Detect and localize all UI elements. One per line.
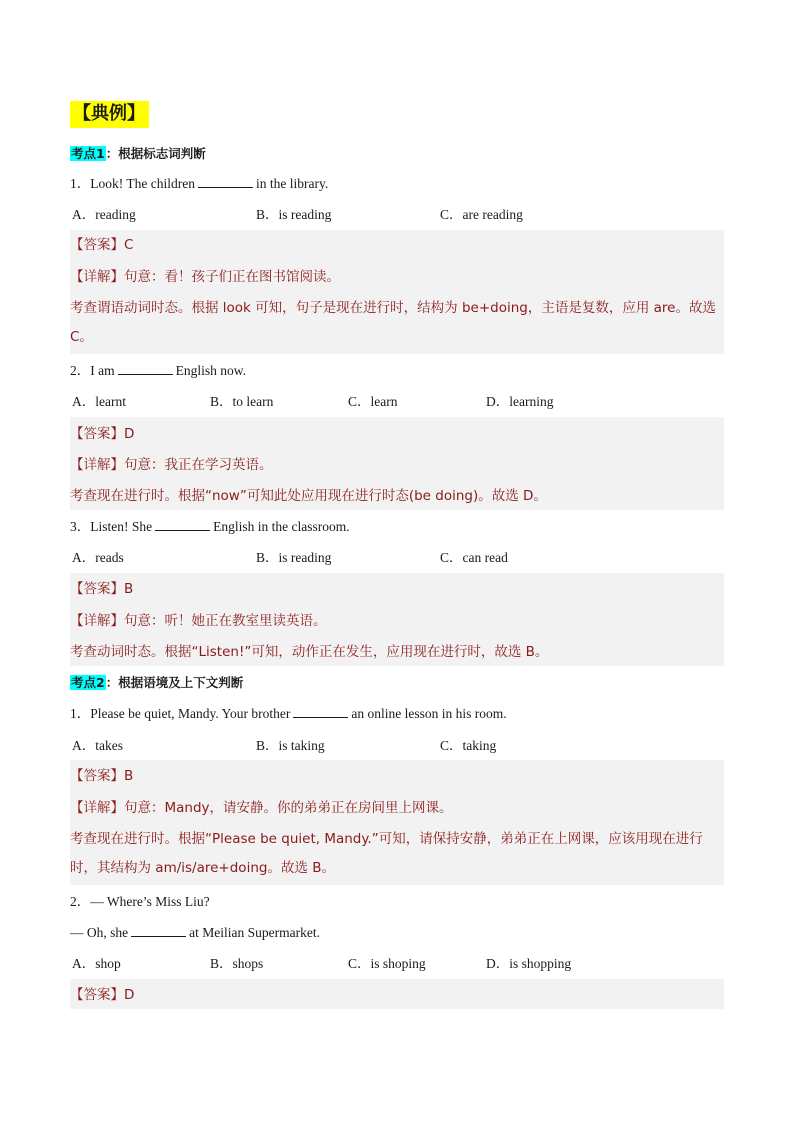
answer-key: 【答案】B: [70, 768, 134, 784]
question-stem: 1．Please be quiet, Mandy. Your brother an online lesson in his room.: [70, 706, 507, 721]
answer-blank: [131, 924, 186, 937]
answer-blank: [198, 175, 253, 188]
question-stem: — Oh, she at Meilian Supermarket.: [70, 925, 320, 940]
question-stem: 2．I am English now.: [70, 363, 246, 378]
answer-explanation: 考查现在进行时。根据“Please be quiet, Mandy.”可知，请保持安静，弟弟正在上网课，应该用现在进行时，其结构为 am/is/are+doing。故选 B。: [70, 831, 703, 876]
option-b: B．to learn: [210, 394, 274, 409]
option-c: C．taking: [440, 738, 497, 753]
section-heading-2: 考点2：根据语境及上下文判断: [71, 675, 244, 690]
option-c: C．learn: [348, 394, 398, 409]
option-a: A．takes: [72, 738, 123, 753]
answer-detail: 【详解】句意：我正在学习英语。: [70, 457, 273, 473]
answer-explanation: 考查现在进行时。根据“now”可知此处应用现在进行时态(be doing)。故选 D。: [70, 488, 547, 504]
option-a: A．reading: [72, 207, 136, 222]
answer-key: 【答案】D: [70, 987, 135, 1003]
question-stem: 2．— Where’s Miss Liu?: [70, 894, 210, 909]
answer-explanation: 考查动词时态。根据“Listen!”可知，动作正在发生，应用现在进行时，故选 B。: [70, 644, 549, 660]
option-a: A．shop: [72, 956, 121, 971]
section-label: 考点2: [71, 675, 105, 690]
section-heading-1: 考点1：根据标志词判断: [71, 146, 206, 161]
option-c: C．can read: [440, 550, 508, 565]
answer-detail: 【详解】句意：Mandy，请安静。你的弟弟正在房间里上网课。: [70, 800, 453, 816]
answer-key: 【答案】C: [70, 237, 134, 253]
answer-blank: [293, 705, 348, 718]
option-b: B．shops: [210, 956, 264, 971]
question-stem: 3．Listen! She English in the classroom.: [70, 519, 350, 534]
option-b: B．is taking: [256, 738, 325, 753]
answer-blank: [118, 362, 173, 375]
option-a: A．learnt: [72, 394, 126, 409]
answer-panel: [70, 979, 724, 1009]
option-b: B．is reading: [256, 550, 332, 565]
option-b: B．is reading: [256, 207, 332, 222]
option-a: A．reads: [72, 550, 124, 565]
answer-detail: 【详解】句意：听！她正在教室里读英语。: [70, 613, 327, 629]
option-d: D．learning: [486, 394, 554, 409]
answer-key: 【答案】B: [70, 581, 134, 597]
question-stem: 1．Look! The children in the library.: [70, 176, 329, 191]
option-c: C．are reading: [440, 207, 523, 222]
option-d: D．is shopping: [486, 956, 572, 971]
answer-key: 【答案】D: [70, 426, 135, 442]
section-label: 考点1: [71, 146, 105, 161]
answer-detail: 【详解】句意：看！孩子们正在图书馆阅读。: [70, 269, 340, 285]
page-title: 【典例】: [70, 101, 149, 128]
answer-blank: [155, 518, 210, 531]
answer-explanation: 考查谓语动词时态。根据 look 可知，句子是现在进行时，结构为 be+doing，主语是复数，应用 are。故选 C。: [70, 300, 716, 345]
option-c: C．is shoping: [348, 956, 426, 971]
